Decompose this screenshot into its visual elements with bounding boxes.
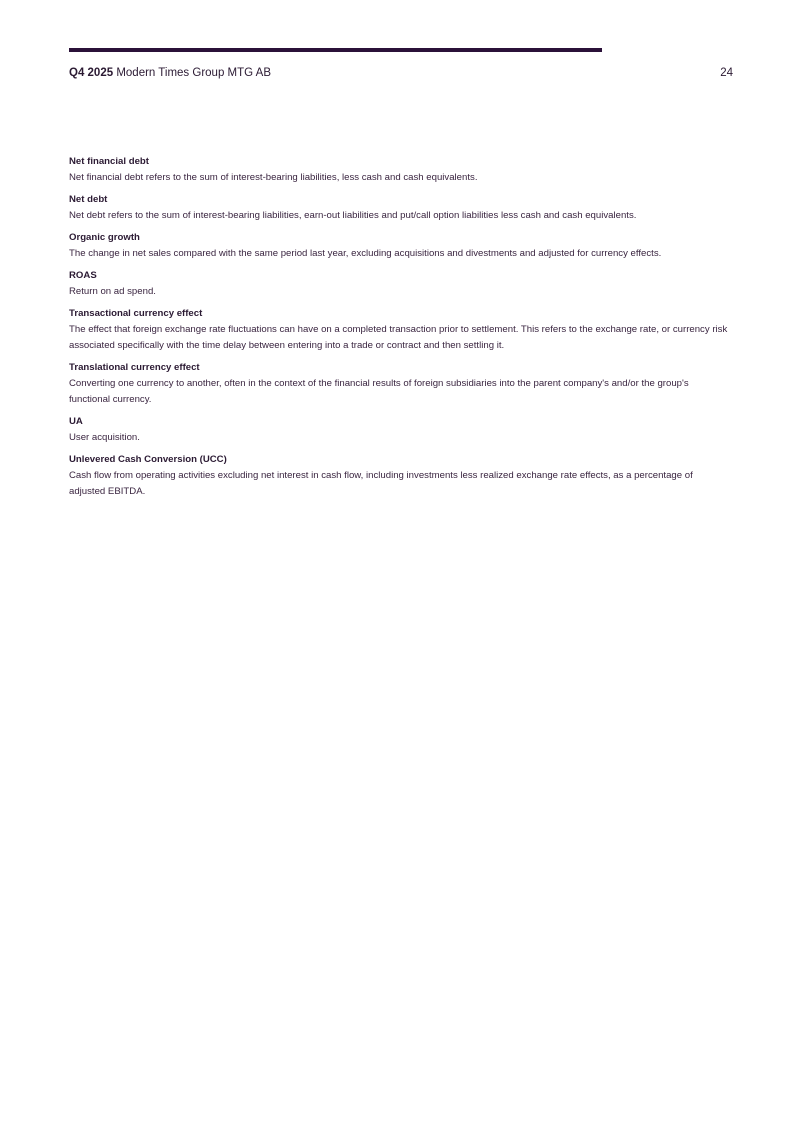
header-accent-bar [69,48,602,52]
term-definition: Converting one currency to another, often in the context of the financial results of foreign subsidiaries into the parent company's and/or the group's functional currency. [69,378,689,405]
term-title: Transactional currency effect [69,308,203,319]
term-definition: User acquisition. [69,432,140,443]
glossary-item-roas [69,269,729,300]
term-title: UA [69,416,83,427]
glossary-item-transactional-currency-effect [69,307,729,354]
page-header [69,67,733,79]
term-definition: Net debt refers to the sum of interest-bearing liabilities, earn-out liabilities and put/call option liabilities less cash and cash equivalents. [69,210,637,221]
glossary-list [69,155,729,507]
glossary-item-net-financial-debt [69,155,729,186]
term-title: ROAS [69,270,97,281]
report-title [69,67,271,79]
glossary-item-ua [69,415,729,446]
term-definition: The change in net sales compared with the same period last year, excluding acquisitions and divestments and adjusted for currency effects. [69,248,662,259]
term-title: Net financial debt [69,156,149,167]
term-title: Translational currency effect [69,362,200,373]
glossary-item-translational-currency-effect [69,361,729,408]
report-quarter: Q4 2025 [69,67,114,79]
term-definition: Return on ad spend. [69,286,156,297]
glossary-item-ucc [69,453,729,500]
glossary-item-organic-growth [69,231,729,262]
term-title: Net debt [69,194,108,205]
company-name: Modern Times Group MTG AB [116,67,271,79]
page-number: 24 [720,67,733,79]
term-title: Organic growth [69,232,140,243]
term-definition: Net financial debt refers to the sum of interest-bearing liabilities, less cash and cash equivalents. [69,172,478,183]
term-definition: The effect that foreign exchange rate fluctuations can have on a completed transaction prior to settlement. This refers to the exchange rate, or currency risk associated specifically with the time delay between entering into a trade or contract and then settling it. [69,324,728,351]
term-definition: Cash flow from operating activities excluding net interest in cash flow, including investments less realized exchange rate effects, as a percentage of adjusted EBITDA. [69,470,693,497]
glossary-item-net-debt [69,193,729,224]
term-title: Unlevered Cash Conversion (UCC) [69,454,227,465]
